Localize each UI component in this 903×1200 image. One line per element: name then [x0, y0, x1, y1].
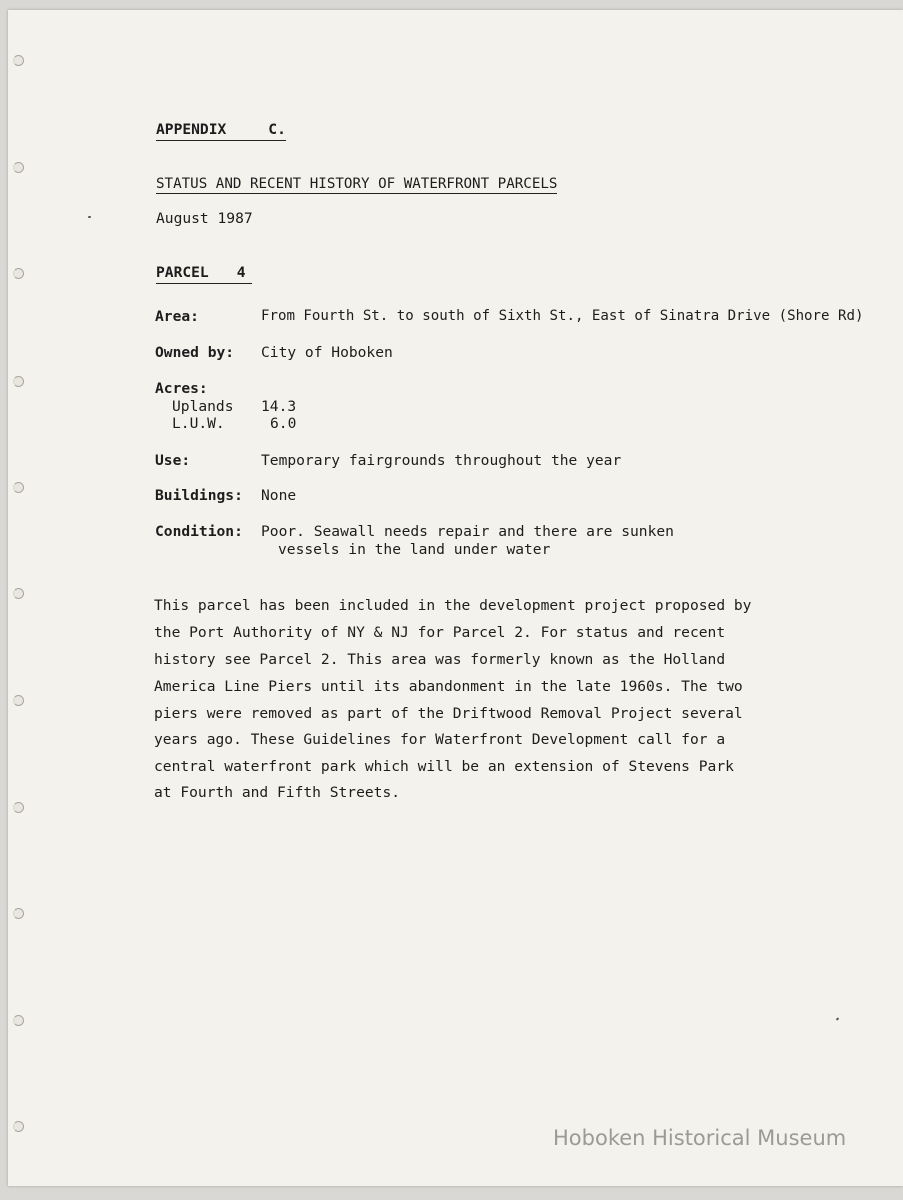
acres-label: Acres:	[155, 380, 208, 397]
area-value: From Fourth St. to south of Sixth St., East of Sinatra Drive (Shore Rd)	[261, 308, 864, 324]
buildings-label: Buildings:	[155, 487, 243, 504]
document-date: August 1987	[156, 210, 253, 227]
parcel-label: PARCEL	[156, 264, 209, 281]
condition-label: Condition:	[155, 523, 243, 540]
condition-value-line-2: vessels in the land under water	[278, 541, 551, 558]
paragraph-line: America Line Piers until its abandonment in the late 1960s. The two	[154, 678, 743, 695]
binder-hole	[13, 802, 24, 813]
binder-hole	[13, 482, 24, 493]
document-page	[8, 10, 903, 1186]
parcel-heading	[156, 266, 252, 284]
document-title: STATUS AND RECENT HISTORY OF WATERFRONT PARCELS	[156, 177, 557, 194]
area-label: Area:	[155, 308, 199, 325]
binder-hole	[13, 695, 24, 706]
paragraph-line: central waterfront park which will be an extension of Stevens Park	[154, 758, 734, 775]
uplands-label: Uplands	[172, 398, 234, 415]
paragraph-line: the Port Authority of NY & NJ for Parcel 2. For status and recent	[154, 624, 726, 641]
condition-value-line-1: Poor. Seawall needs repair and there are sunken	[261, 523, 674, 540]
paragraph-line: history see Parcel 2. This area was formerly known as the Holland	[154, 651, 726, 668]
paper-speck	[836, 1017, 840, 1020]
parcel-number: 4	[236, 264, 246, 281]
binder-hole	[13, 1121, 24, 1132]
binder-hole	[13, 268, 24, 279]
buildings-value: None	[261, 487, 297, 504]
uplands-value: 14.3	[261, 398, 297, 415]
use-value: Temporary fairgrounds throughout the year	[261, 452, 622, 469]
use-label: Use:	[155, 452, 191, 469]
paragraph-line: piers were removed as part of the Driftwood Removal Project several	[154, 705, 743, 722]
appendix-letter: C.	[268, 121, 286, 138]
paragraph-line: at Fourth and Fifth Streets.	[154, 784, 401, 801]
museum-watermark: Hoboken Historical Museum	[553, 1126, 847, 1150]
paragraph-line: This parcel has been included in the development project proposed by	[154, 597, 752, 614]
binder-hole	[13, 376, 24, 387]
appendix-label: APPENDIX	[156, 121, 227, 138]
owned-value: City of Hoboken	[261, 344, 393, 361]
binder-hole	[13, 55, 24, 66]
binder-hole	[13, 908, 24, 919]
binder-hole	[13, 162, 24, 173]
appendix-heading	[156, 123, 286, 141]
binder-hole	[13, 588, 24, 599]
luw-value: 6.0	[270, 415, 297, 432]
paper-speck	[88, 216, 91, 218]
binder-hole	[13, 1015, 24, 1026]
paragraph-line: years ago. These Guidelines for Waterfront Development call for a	[154, 731, 726, 748]
owned-label: Owned by:	[155, 344, 235, 361]
luw-label: L.U.W.	[172, 415, 225, 432]
